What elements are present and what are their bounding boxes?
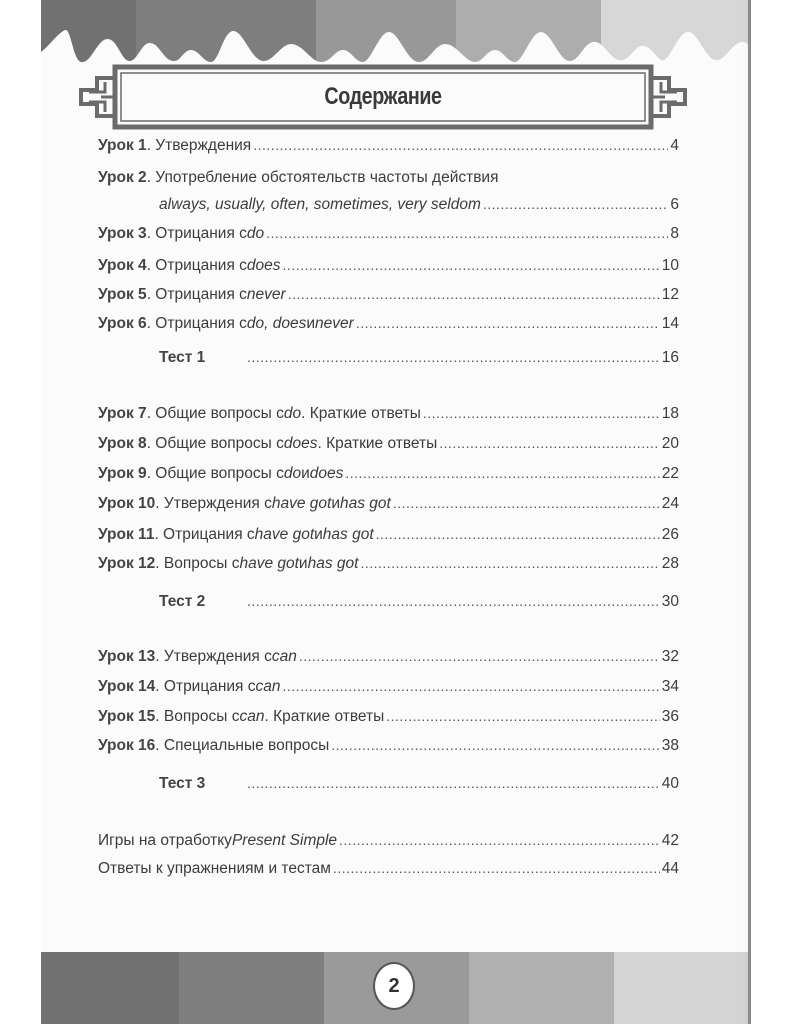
- toc-entry[interactable]: [98, 315, 679, 337]
- title-text: . Утверждения с: [155, 648, 272, 665]
- title-text: Игры на отработку: [98, 832, 232, 849]
- title-text: . Общие вопросы с: [146, 405, 284, 422]
- page-number: 22: [661, 465, 679, 482]
- dot-leader: [339, 832, 660, 848]
- title-english-term: Present Simple: [231, 832, 338, 849]
- dot-leader: [345, 465, 659, 481]
- title-english-term: have got: [239, 555, 299, 572]
- toc-test-entry[interactable]: [159, 775, 679, 797]
- dot-leader: [376, 526, 660, 542]
- dot-leader: [288, 286, 660, 302]
- title-text: и: [306, 315, 316, 332]
- page-number: 34: [661, 678, 679, 695]
- lesson-number: Урок 9: [98, 465, 147, 482]
- title-english-term: can: [255, 678, 281, 695]
- dot-leader: [253, 137, 668, 153]
- toc-entry[interactable]: [98, 137, 679, 159]
- toc-entry[interactable]: [98, 405, 679, 427]
- page-number: 26: [661, 526, 679, 543]
- dot-leader: [247, 349, 660, 365]
- dot-leader: [247, 775, 660, 791]
- page-number: 30: [661, 593, 679, 610]
- title-english-term: always, usually, often, sometimes, very seldom: [159, 196, 481, 213]
- page-number: 10: [661, 257, 679, 274]
- dot-leader: [247, 593, 660, 609]
- page-number: 8: [670, 225, 679, 242]
- dot-leader: [299, 648, 660, 664]
- dot-leader: [386, 708, 660, 724]
- title-text: . Отрицания с: [146, 225, 247, 242]
- title-english-term: does: [246, 257, 281, 274]
- title-text: . Отрицания с: [146, 257, 247, 274]
- page-edge: [748, 0, 751, 1024]
- title-english-term: has got: [340, 495, 391, 512]
- title-english-term: do: [246, 225, 265, 242]
- title-english-term: does: [283, 435, 318, 452]
- title-text: Ответы к упражнениям и тестам: [98, 860, 331, 877]
- page-number: 4: [670, 137, 679, 154]
- lesson-number: Урок 1: [98, 137, 147, 154]
- title-text: и: [298, 555, 308, 572]
- title-text: . Отрицания с: [154, 526, 255, 543]
- bottom-band: [469, 952, 614, 1024]
- toc-entry[interactable]: [98, 648, 679, 670]
- lesson-number: Урок 3: [98, 225, 147, 242]
- page-number: 42: [661, 832, 679, 849]
- title-text: и: [331, 495, 340, 512]
- title-text: и: [314, 526, 323, 543]
- test-label: Тест 1: [159, 349, 206, 366]
- title-text: . Краткие ответы: [317, 435, 438, 452]
- page-number: 44: [661, 860, 679, 877]
- title-text: и: [301, 465, 310, 482]
- page-number: 40: [661, 775, 679, 792]
- lesson-number: Урок 2: [98, 169, 147, 186]
- title-text: . Общие вопросы с: [146, 435, 284, 452]
- page-number: 24: [661, 495, 679, 512]
- dot-leader: [283, 257, 660, 273]
- dot-leader: [283, 678, 660, 694]
- title-text: . Отрицания с: [155, 678, 256, 695]
- title-english-term: never: [315, 315, 354, 332]
- page-number: 38: [661, 737, 679, 754]
- lesson-number: Урок 8: [98, 435, 147, 452]
- title-text: . Отрицания с: [146, 286, 247, 303]
- dot-leader: [266, 225, 668, 241]
- toc-entry[interactable]: [98, 708, 679, 730]
- dot-leader: [483, 196, 668, 212]
- title-english-term: do, does: [246, 315, 307, 332]
- title-english-term: has got: [322, 526, 374, 543]
- dot-leader: [333, 860, 660, 876]
- page-number: 28: [661, 555, 679, 572]
- title-english-term: can: [239, 708, 265, 725]
- title-text: . Вопросы с: [155, 555, 240, 572]
- toc-entry[interactable]: [98, 286, 679, 308]
- title-english-term: can: [271, 648, 297, 665]
- table-of-contents: [41, 0, 751, 952]
- bottom-band: [179, 952, 324, 1024]
- title-text: . Утверждения с: [155, 495, 272, 512]
- title-text: . Общие вопросы с: [146, 465, 284, 482]
- toc-entry[interactable]: [98, 860, 679, 882]
- dot-leader: [331, 737, 660, 753]
- toc-entry[interactable]: [98, 257, 679, 279]
- page-number: 16: [661, 349, 679, 366]
- toc-entry[interactable]: [98, 435, 679, 457]
- title-english-term: do: [283, 465, 302, 482]
- page-number: 6: [670, 196, 679, 213]
- lesson-number: Урок 10: [98, 495, 156, 512]
- lesson-number: Урок 5: [98, 286, 147, 303]
- book-page: [41, 0, 751, 1024]
- page-number: 18: [661, 405, 679, 422]
- lesson-number: Урок 14: [98, 678, 156, 695]
- lesson-number: Урок 6: [98, 315, 147, 332]
- lesson-number: Урок 7: [98, 405, 147, 422]
- test-label: Тест 3: [159, 775, 206, 792]
- title-text: . Краткие ответы: [264, 708, 385, 725]
- title-english-term: has got: [307, 555, 359, 572]
- page-number: 14: [661, 315, 679, 332]
- lesson-number: Урок 16: [98, 737, 156, 754]
- toc-entry[interactable]: [98, 526, 679, 548]
- title-english-term: have got: [254, 526, 315, 543]
- toc-entry[interactable]: [98, 737, 679, 759]
- title-text: . Употребление обстоятельств частоты действия: [146, 169, 499, 186]
- page-number: 32: [661, 648, 679, 665]
- title-english-term: have got: [271, 495, 332, 512]
- lesson-number: Урок 15: [98, 708, 156, 725]
- bottom-band: [41, 952, 179, 1024]
- page-title: Содержание: [324, 83, 442, 110]
- toc-entry[interactable]: [98, 678, 679, 700]
- toc-entry[interactable]: [98, 225, 679, 247]
- title-text: . Утверждения: [146, 137, 252, 154]
- dot-leader: [439, 435, 659, 451]
- test-label: Тест 2: [159, 593, 206, 610]
- title-text: . Специальные вопросы: [155, 737, 330, 754]
- bottom-band: [614, 952, 751, 1024]
- lesson-number: Урок 12: [98, 555, 156, 572]
- title-english-term: does: [309, 465, 344, 482]
- dot-leader: [360, 555, 659, 571]
- title-text: . Вопросы с: [155, 708, 240, 725]
- title-text: . Краткие ответы: [301, 405, 421, 422]
- dot-leader: [393, 495, 660, 511]
- toc-entry[interactable]: [98, 169, 679, 191]
- page-number: 12: [661, 286, 679, 303]
- toc-entry[interactable]: [98, 465, 679, 487]
- lesson-number: Урок 11: [98, 526, 155, 543]
- dot-leader: [356, 315, 660, 331]
- toc-test-entry[interactable]: [159, 349, 679, 371]
- toc-test-entry[interactable]: [159, 593, 679, 615]
- page-number-badge: 2: [373, 962, 415, 1010]
- page-number: 20: [661, 435, 679, 452]
- toc-entry[interactable]: [98, 495, 679, 517]
- toc-entry[interactable]: [159, 196, 679, 218]
- lesson-number: Урок 13: [98, 648, 156, 665]
- toc-entry[interactable]: [98, 832, 679, 854]
- title-english-term: never: [246, 286, 286, 303]
- page-number: 36: [661, 708, 679, 725]
- toc-entry[interactable]: [98, 555, 679, 577]
- lesson-number: Урок 4: [98, 257, 147, 274]
- title-english-term: do: [283, 405, 302, 422]
- dot-leader: [423, 405, 660, 421]
- title-text: . Отрицания с: [146, 315, 247, 332]
